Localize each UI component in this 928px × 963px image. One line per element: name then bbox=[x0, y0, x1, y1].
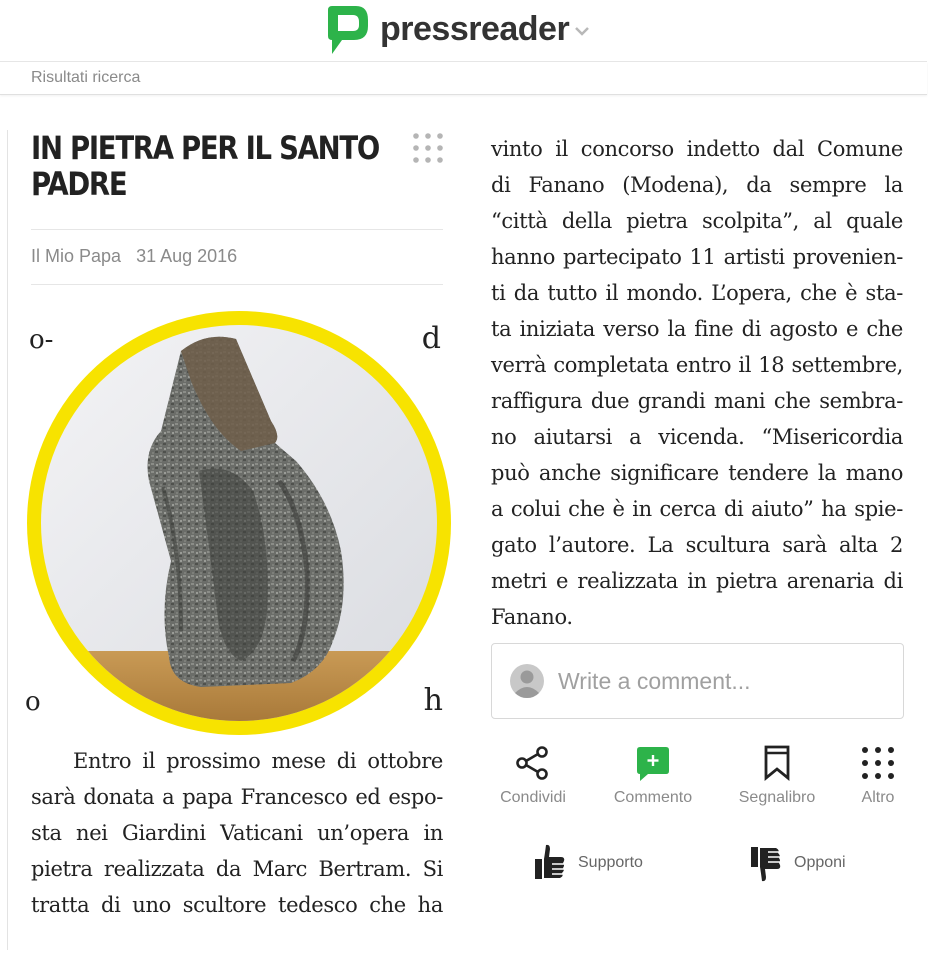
body-line: pietra realizzata da Marc Bertram. Si bbox=[31, 857, 443, 881]
article-source[interactable]: Il Mio Papa bbox=[31, 246, 122, 266]
comment-input[interactable] bbox=[558, 664, 888, 698]
article-body-left bbox=[31, 743, 443, 923]
title-line: PADRE bbox=[31, 165, 127, 203]
pressreader-logo-icon bbox=[324, 4, 370, 60]
body-line: sta nei Giardini Vaticani un’opera in bbox=[31, 821, 443, 845]
article-date: 31 Aug 2016 bbox=[136, 246, 238, 266]
photo-edge-text: o- bbox=[29, 325, 54, 355]
oppose-button[interactable] bbox=[750, 843, 846, 883]
breadcrumb-bar bbox=[0, 62, 927, 95]
body-line: raffigura due grandi mani che sembra- bbox=[491, 389, 903, 413]
body-line: ti da tutto il mondo. L’opera, che è sta- bbox=[491, 281, 903, 305]
dots-grid-icon bbox=[861, 745, 895, 781]
article-title bbox=[31, 129, 379, 203]
bookmark-label: Segnalibro bbox=[738, 789, 816, 806]
body-line: ta iniziata verso la fine di agosto e che bbox=[491, 317, 903, 341]
divider bbox=[31, 284, 443, 285]
sculpture-image bbox=[31, 311, 443, 723]
support-button[interactable] bbox=[534, 843, 643, 883]
bookmark-button[interactable] bbox=[727, 745, 827, 807]
body-line: sarà donata a papa Francesco ed espo- bbox=[31, 785, 443, 809]
left-divider bbox=[7, 130, 8, 950]
bookmark-icon bbox=[763, 745, 791, 781]
thumbs-down-icon bbox=[750, 843, 782, 883]
photo-edge-text: o bbox=[25, 687, 41, 717]
body-line: gato l’autore. La scultura sarà alta 2 bbox=[491, 533, 903, 557]
title-line: IN PIETRA PER IL SANTO bbox=[31, 129, 379, 167]
body-line: no aiutarsi a vicenda. “Misericordia bbox=[491, 425, 903, 449]
photo-edge-text: d bbox=[421, 321, 441, 356]
body-line: di Fanano (Modena), da sempre la bbox=[491, 173, 903, 197]
chevron-down-icon[interactable] bbox=[575, 26, 589, 36]
support-label: Supporto bbox=[578, 854, 643, 871]
body-line: Entro il prossimo mese di ottobre bbox=[73, 749, 443, 773]
article-body-right bbox=[491, 131, 903, 635]
comment-label: Commento bbox=[613, 789, 693, 806]
share-label: Condividi bbox=[500, 789, 566, 806]
body-line: hanno partecipato 11 artisti provenien- bbox=[491, 245, 903, 269]
more-label: Altro bbox=[861, 789, 895, 806]
body-line: Fanano. bbox=[491, 605, 573, 629]
article-photo[interactable] bbox=[25, 311, 443, 723]
comment-plus-icon bbox=[636, 745, 670, 781]
body-line: verrà completata entro il 18 settembre, bbox=[491, 353, 903, 377]
comment-button[interactable] bbox=[603, 745, 703, 807]
article-meta bbox=[31, 246, 237, 267]
body-line: metri e realizzata in pietra arenaria di bbox=[491, 569, 903, 593]
user-avatar-icon bbox=[510, 664, 544, 698]
body-line: vinto il concorso indetto dal Comune bbox=[491, 137, 903, 161]
share-icon bbox=[515, 745, 551, 781]
body-line: tratta di uno scultore tedesco che ha bbox=[31, 893, 443, 917]
top-header bbox=[0, 0, 927, 62]
divider bbox=[31, 229, 443, 230]
thumbs-up-icon bbox=[534, 843, 566, 883]
comment-box bbox=[491, 643, 904, 719]
breadcrumb-link[interactable]: Risultati ricerca bbox=[31, 69, 141, 86]
body-line: a colui che è in cerca di aiuto” ha spie- bbox=[491, 497, 903, 521]
share-button[interactable] bbox=[483, 745, 583, 807]
body-line: può anche significare tendere la mano bbox=[491, 461, 903, 485]
more-button[interactable] bbox=[828, 745, 928, 807]
photo-edge-text: h bbox=[423, 683, 443, 718]
brand-logo[interactable] bbox=[324, 4, 589, 60]
brand-name: pressreader bbox=[380, 9, 570, 48]
drag-handle-icon[interactable] bbox=[412, 132, 444, 164]
oppose-label: Opponi bbox=[794, 854, 846, 871]
body-line: “città della pietra scolpita”, al quale bbox=[491, 209, 903, 233]
